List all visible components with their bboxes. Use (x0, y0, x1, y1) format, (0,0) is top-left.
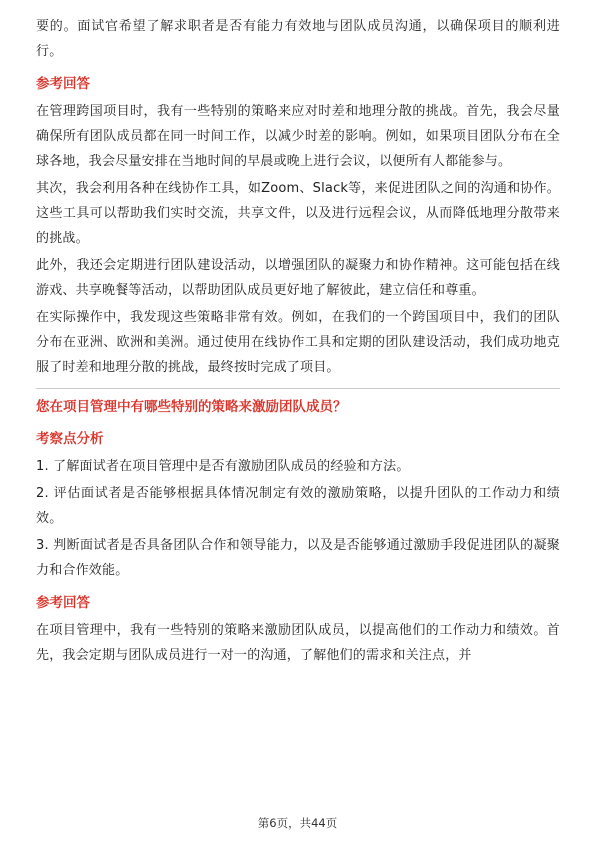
analysis-item-2: 2. 评估面试者是否能够根据具体情况制定有效的激励策略，以提升团队的工作动力和绩效。 (36, 486, 560, 526)
document-page (36, 14, 560, 670)
analysis-item-1: 1. 了解面试者在项目管理中是否有激励团队成员的经验和方法。 (36, 459, 410, 474)
section-divider (36, 388, 560, 389)
intro-paragraph: 要的。面试官希望了解求职者是否有能力有效地与团队成员沟通，以确保项目的顺利进行。 (36, 19, 560, 59)
analysis-heading: 考察点分析 (36, 431, 104, 447)
question-title: 您在项目管理中有哪些特别的策略来激励团队成员？ (36, 399, 347, 415)
reference-answer-heading-2: 参考回答 (36, 595, 90, 611)
answer-paragraph-1: 在管理跨国项目时，我有一些特别的策略来应对时差和地理分散的挑战。首先，我会尽量确保所有团队成员都在同一时间工作，以减少时差的影响。例如，如果项目团队分布在全球各地，我会尽量安排在当地时间的早晨或晚上进行会议，以便所有人都能参与。 (36, 104, 560, 169)
answer-paragraph-3: 此外，我还会定期进行团队建设活动，以增强团队的凝聚力和协作精神。这可能包括在线游戏、共享晚餐等活动，以帮助团队成员更好地了解彼此，建立信任和尊重。 (36, 258, 560, 298)
answer-paragraph-4: 在实际操作中，我发现这些策略非常有效。例如，在我们的一个跨国项目中，我们的团队分布在亚洲、欧洲和美洲。通过使用在线协作工具和定期的团队建设活动，我们成功地克服了时差和地理分散的挑战，最终按时完成了项目。 (36, 310, 560, 375)
answer-paragraph-5: 在项目管理中，我有一些特别的策略来激励团队成员，以提高他们的工作动力和绩效。首先，我会定期与团队成员进行一对一的沟通，了解他们的需求和关注点，并 (36, 623, 560, 663)
analysis-item-3: 3. 判断面试者是否具备团队合作和领导能力，以及是否能够通过激励手段促进团队的凝聚力和合作效能。 (36, 538, 560, 578)
page-number: 第6页，共44页 (257, 816, 338, 830)
answer-paragraph-2: 其次，我会利用各种在线协作工具，如Zoom、Slack等，来促进团队之间的沟通和协作。这些工具可以帮助我们实时交流，共享文件，以及进行远程会议，从而降低地理分散带来的挑战。 (36, 181, 560, 246)
reference-answer-heading-1: 参考回答 (36, 76, 90, 92)
